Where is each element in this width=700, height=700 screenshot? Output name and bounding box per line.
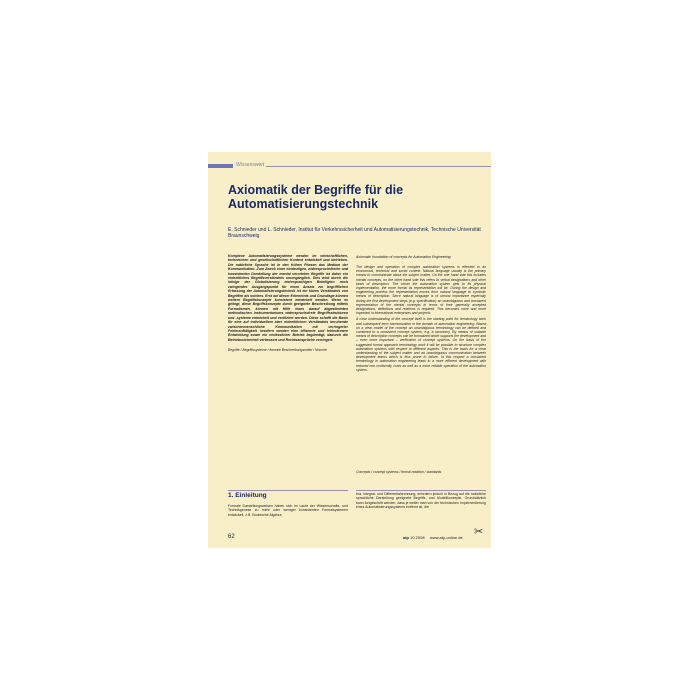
divider-right [356, 490, 486, 491]
footer-issue-number: 10.2008 [410, 535, 425, 540]
section-heading: 1. Einleitung [228, 492, 267, 499]
section-rule [266, 166, 491, 167]
keywords-english: Concepts / concept systems / formal notation / standards [356, 470, 442, 474]
body-text-left: Formale Darstellungsweisen haben sich im Laufe der Wissenschafts- und Technikgenese zu mehr oder weniger konsistenten Formalsystemen entwickelt, z.B. Boolesche Algebra, [228, 504, 348, 517]
abstract-german [228, 254, 348, 342]
scissors-icon: ✂ [474, 526, 484, 538]
footer-brand: atp [403, 535, 409, 540]
page-number: 62 [228, 534, 235, 540]
abstract-english-paragraph: The design and operation of complex automation systems is effected in an economical, technical and social context. Natural language usually is the primary means to communicate about the subject matter. On the one hand side this includes mental concepts, on the other hand side this refers to verbal designations and other kinds of description. The closer the automation system gets to its physical implementation, the more formal its representation will be. During the design and engineering process the representation moves from natural language to symbolic means of description. Since natural language is of utmost importance especially during the first development steps (e.g. specification) an unambiguous and consistent representation of the mental concepts in terms of their generally accepted designations, definitions and relations is required. This becomes more and more important in international enterprises and projects. [356, 265, 486, 316]
article-authors: E. Schnieder und L. Schnieder, Institut für Verkehrssicherheit und Automatisierungstechnik, Technische Universität Braunschweig [228, 227, 481, 240]
footer-issue [403, 535, 425, 540]
section-accent-bar [208, 164, 233, 168]
footer-url: www.atp-online.de [430, 535, 463, 540]
keywords-german: Begriffe / Begriffssysteme / formale Beschreibungsmittel / Normen [228, 348, 328, 352]
abstract-german-text: Komplexe Automatisierungssysteme werden im wirtschaftlichen, technischen und gesellschaftlichen Kontext entwickelt und betrieben. Die natürliche Sprache ist in den frühen Phasen das Medium der Kommunikation. Zum Zweck einer eindeutigen, widerspruchsfreien und konsistenten Darstellung der mental verorteten Begriffe ist daher ein einheitliches Begriffsverständnis unumgänglich. Dies wird durch die infolge der Globalisierung mehrsprachigen Beteiligten noch zwingender. Ausgangspunkt für einen Ansatz zur begrifflichen Erfassung der Automatisierungstechnik ist ein klares Verständnis von Begriffen als solches. Erst auf dieser Erkenntnis und Grundlage können weitere Begriffskonzepte konsistent entwickelt werden. Wenn es gelingt, diese Begriffskonzepte durch geeignete Beschreibung mittels Formalismen, können mit Hilfe eines darauf abgestimmten methodischen Instrumentariums widerspruchsfreie Begriffsstrukturen und -systeme entwickelt und verifiziert werden. Diese schafft die Basis für eine auf individuellem aber einheitlichem Verständnis beruhende zwischenmenschliche Kommunikation mit verringerter Fehleranfälligkeit. Insofern werden eine effiziente und fehlerärmere Entwicklung sowie ein verlässlicher Betrieb begünstigt, dadurch die Betriebssicherheit verbessert und Rechtsansprüche verringert. [228, 254, 348, 342]
article-title: Axiomatik der Begriffe für die Automatisierungstechnik [228, 183, 404, 211]
divider-left [228, 490, 348, 491]
body-text-right: bra, Integral- und Differentialrechnung, erfordern jedoch in Bezug auf die natürliche sprachliche Darstellung geeignete Begriffs- und Modellkonzepte. Grundsätzlich kann fortgeschritt werden, dass je weiter man von der technischen Implementierung eines Automatisierungssystems entfernt ist, die [356, 492, 486, 510]
section-tag: Wissenswert [236, 162, 265, 168]
abstract-english-paragraph: A clear understanding of the concept itself is the starting point for terminology work and subsequent term harmonization in the domain of automation engineering. Based on a clear model of the concept an unambiguous terminology can be defined and combined to a consistent concept system, e.g. a taxonomy. By means of suitable means of description concepts can be formalized which supports the development and – even more important – verification of concept systems. On the basis of the suggested formal approach terminology work it will be possible to structure complex automation systems with respect to different aspects. This is the basis for a clear understanding of the subject matter and an unambiguous communication between development teams which is less prone to failure. In this respect a consistent terminology in automation engineering leads to a more efficient development with reduced non-conformity costs as well as a more reliable operation of the automation system. [356, 317, 486, 372]
abstract-english [356, 265, 486, 465]
abstract-english-heading: Axiomatic foundation of concepts for Automation Engineering [356, 255, 451, 259]
journal-page [208, 152, 491, 548]
